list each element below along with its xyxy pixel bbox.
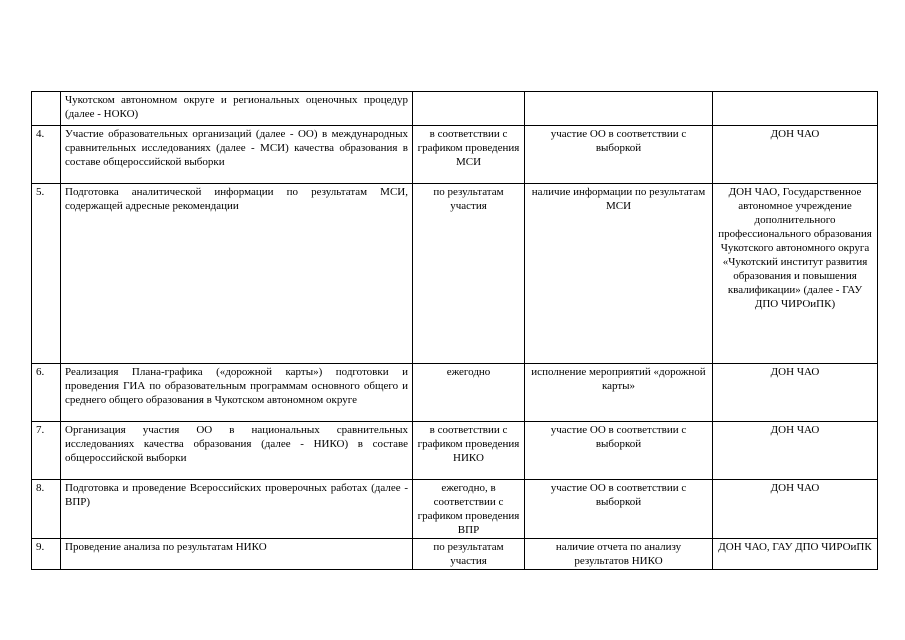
row-number [32, 92, 61, 126]
responsible-cell: ДОН ЧАО, Государственное автономное учреждение дополнительного профессионального образования Чукотского автономного округа «Чукотский институт развития образования и повышения квалификации» (далее - ГАУ ДПО ЧИРОиПК) [713, 184, 878, 364]
plan-table [31, 91, 878, 570]
activity-cell: Участие образовательных организаций (далее - ОО) в международных сравнительных исследованиях (далее - МСИ) качества образования в составе общероссийской выборки [61, 126, 413, 184]
activity-cell: Подготовка аналитической информации по результатам МСИ, содержащей адресные рекомендации [61, 184, 413, 364]
row-number: 5. [32, 184, 61, 364]
table-row [32, 126, 878, 184]
result-cell [525, 92, 713, 126]
responsible-cell: ДОН ЧАО, ГАУ ДПО ЧИРОиПК [713, 539, 878, 570]
row-number: 4. [32, 126, 61, 184]
row-number: 9. [32, 539, 61, 570]
table-row [32, 92, 878, 126]
table-row [32, 364, 878, 422]
row-number: 8. [32, 480, 61, 539]
result-cell: наличие отчета по анализу результатов НИКО [525, 539, 713, 570]
result-cell: участие ОО в соответствии с выборкой [525, 422, 713, 480]
table-row [32, 539, 878, 570]
result-cell: участие ОО в соответствии с выборкой [525, 480, 713, 539]
term-cell: в соответствии с графиком проведения НИКО [413, 422, 525, 480]
responsible-cell [713, 92, 878, 126]
responsible-cell: ДОН ЧАО [713, 126, 878, 184]
term-cell: ежегодно [413, 364, 525, 422]
table-row [32, 184, 878, 364]
table-row [32, 480, 878, 539]
result-cell: наличие информации по результатам МСИ [525, 184, 713, 364]
row-number: 7. [32, 422, 61, 480]
activity-cell: Реализация Плана-графика («дорожной карты») подготовки и проведения ГИА по образовательным программам основного общего и среднего общего образования в Чукотском автономном округе [61, 364, 413, 422]
responsible-cell: ДОН ЧАО [713, 480, 878, 539]
result-cell: участие ОО в соответствии с выборкой [525, 126, 713, 184]
activity-cell: Чукотском автономном округе и региональных оценочных процедур (далее - НОКО) [61, 92, 413, 126]
term-cell [413, 92, 525, 126]
term-cell: в соответствии с графиком проведения МСИ [413, 126, 525, 184]
activity-cell: Проведение анализа по результатам НИКО [61, 539, 413, 570]
activity-cell: Организация участия ОО в национальных сравнительных исследованиях качества образования (далее - НИКО) в составе общероссийской выборки [61, 422, 413, 480]
term-cell: по результатам участия [413, 184, 525, 364]
responsible-cell: ДОН ЧАО [713, 364, 878, 422]
term-cell: ежегодно, в соответствии с графиком проведения ВПР [413, 480, 525, 539]
term-cell: по результатам участия [413, 539, 525, 570]
row-number: 6. [32, 364, 61, 422]
responsible-cell: ДОН ЧАО [713, 422, 878, 480]
activity-cell: Подготовка и проведение Всероссийских проверочных работах (далее - ВПР) [61, 480, 413, 539]
table-row [32, 422, 878, 480]
result-cell: исполнение мероприятий «дорожной карты» [525, 364, 713, 422]
